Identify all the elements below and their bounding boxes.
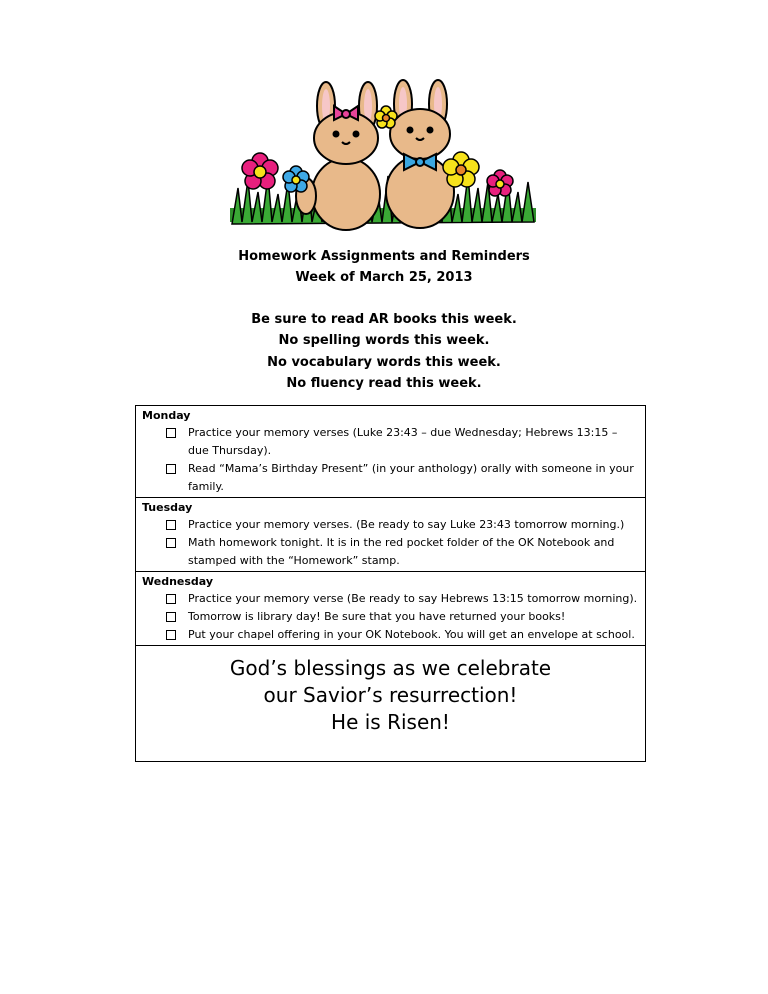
task-item[interactable] — [142, 534, 639, 570]
reminders-list — [0, 309, 768, 394]
closing-line: God’s blessings as we celebrate — [229, 656, 552, 680]
homework-table — [135, 405, 646, 762]
checkbox-icon[interactable] — [166, 538, 176, 548]
week-subtitle: Week of March 25, 2013 — [295, 270, 473, 285]
reminder-line: No vocabulary words this week. — [267, 354, 501, 370]
day-cell-tuesday — [136, 498, 646, 572]
task-item[interactable] — [142, 516, 639, 534]
task-item[interactable] — [142, 626, 639, 644]
reminder-line: No fluency read this week. — [286, 375, 482, 391]
table-row — [136, 406, 646, 498]
table-row — [136, 646, 646, 762]
closing-message — [136, 646, 646, 762]
task-text: Practice your memory verse (Be ready to say Hebrews 13:15 tomorrow morning). — [188, 592, 638, 605]
day-name: Tuesday — [142, 501, 193, 514]
checkbox-icon[interactable] — [166, 464, 176, 474]
closing-line: He is Risen! — [331, 710, 450, 734]
task-text: Put your chapel offering in your OK Notebook. You will get an envelope at school. — [188, 628, 635, 641]
day-cell-monday — [136, 406, 646, 498]
task-list — [142, 590, 639, 644]
reminder-line: No spelling words this week. — [278, 333, 490, 349]
task-text: Read “Mama’s Birthday Present” (in your anthology) orally with someone in your family. — [188, 462, 634, 493]
bunny-girl-icon — [296, 82, 380, 230]
task-text: Practice your memory verses. (Be ready to say Luke 23:43 tomorrow morning.) — [188, 518, 625, 531]
checkbox-icon[interactable] — [166, 520, 176, 530]
task-list — [142, 516, 639, 570]
checkbox-icon[interactable] — [166, 428, 176, 438]
task-item[interactable] — [142, 460, 639, 496]
day-name: Monday — [142, 409, 191, 422]
checkbox-icon[interactable] — [166, 630, 176, 640]
bunny-boy-icon — [386, 80, 454, 228]
day-name: Wednesday — [142, 575, 214, 588]
task-text: Practice your memory verses (Luke 23:43 – due Wednesday; Hebrews 13:15 – due Thursday). — [188, 426, 618, 457]
table-row — [136, 572, 646, 646]
task-item[interactable] — [142, 608, 639, 626]
closing-line: our Savior’s resurrection! — [263, 683, 518, 707]
page-title: Homework Assignments and Reminders — [238, 249, 530, 264]
task-item[interactable] — [142, 424, 639, 460]
reminder-line: Be sure to read AR books this week. — [251, 312, 517, 327]
table-row — [136, 498, 646, 572]
task-text: Tomorrow is library day! Be sure that you have returned your books! — [188, 610, 566, 623]
checkbox-icon[interactable] — [166, 612, 176, 622]
task-text: Math homework tonight. It is in the red pocket folder of the OK Notebook and stamped with the “Homework” stamp. — [188, 536, 615, 567]
task-list — [142, 424, 639, 496]
easter-bunnies-clipart — [228, 76, 540, 236]
checkbox-icon[interactable] — [166, 594, 176, 604]
task-item[interactable] — [142, 590, 639, 608]
day-cell-wednesday — [136, 572, 646, 646]
